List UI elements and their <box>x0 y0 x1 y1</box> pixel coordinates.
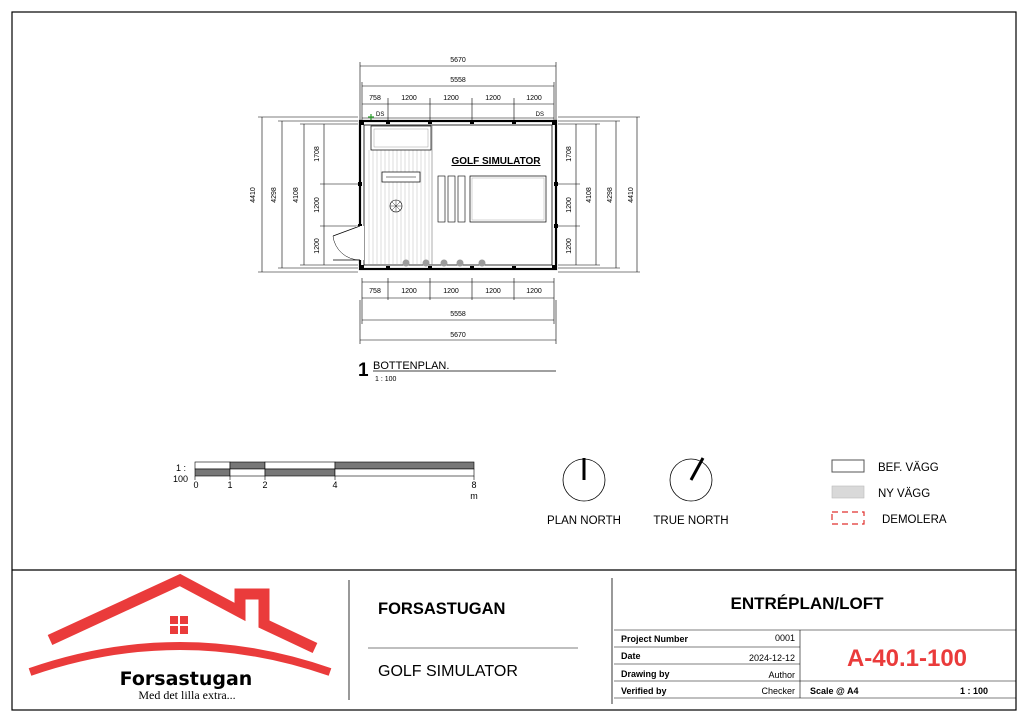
left-dim-inner: 4108 <box>293 187 300 203</box>
view-scale: 1 : 100 <box>375 376 397 383</box>
left-dim-mid: 4298 <box>271 187 278 203</box>
logo-tagline: Med det lilla extra... <box>138 688 236 702</box>
legend-label: DEMOLERA <box>882 514 947 526</box>
row-value: 0001 <box>774 633 795 643</box>
top-dim-seg: 758 <box>369 95 381 102</box>
right-dim-seg: 1200 <box>566 238 573 254</box>
scale-bar <box>173 462 478 501</box>
logo-name: Forsastugan <box>119 668 253 690</box>
top-dim-seg: 1200 <box>443 95 459 102</box>
bottom-dim-inner: 5558 <box>450 311 466 318</box>
project-name: GOLF SIMULATOR <box>378 663 518 680</box>
title-block <box>30 578 1016 704</box>
bottom-dim-seg: 1200 <box>526 288 542 295</box>
sheet-title: ENTRÉPLAN/LOFT <box>730 594 884 613</box>
plan-north-label: PLAN NORTH <box>547 515 621 527</box>
bottom-dim-seg: 758 <box>369 288 381 295</box>
left-dim-seg: 1200 <box>314 238 321 254</box>
ds-label-right: DS <box>535 112 544 118</box>
left-dim-seg: 1708 <box>314 146 321 162</box>
right-dim-seg: 1708 <box>566 146 573 162</box>
wall-legend <box>832 460 947 526</box>
plan-north <box>547 458 621 527</box>
simulator-screen <box>470 176 546 222</box>
row-value: Checker <box>761 686 795 696</box>
bottom-dim-seg: 1200 <box>401 288 417 295</box>
scale-ratio-top: 1 : <box>175 463 186 473</box>
bottom-dim-overall: 5670 <box>450 332 466 339</box>
floor-plan <box>250 57 640 383</box>
scale-tick: 4 <box>332 480 338 490</box>
left-dim-seg: 1200 <box>314 197 321 213</box>
view-number: 1 <box>358 360 369 381</box>
scale-tick: 2 <box>262 480 268 490</box>
legend-label: BEF. VÄGG <box>878 462 939 474</box>
scale-tick: 0 <box>193 480 199 490</box>
scale-label: Scale @ A4 <box>810 686 859 696</box>
golf-balls <box>403 260 486 267</box>
top-dim-seg: 1200 <box>401 95 417 102</box>
room-label: GOLF SIMULATOR <box>451 156 541 167</box>
row-label: Verified by <box>621 686 667 696</box>
row-label: Project Number <box>621 634 689 644</box>
company-logo <box>30 580 330 702</box>
entry-door <box>333 226 364 260</box>
sheet-number: A-40.1-100 <box>846 645 968 672</box>
true-north <box>653 458 728 527</box>
origin-marker <box>368 114 374 120</box>
legend-label: NY VÄGG <box>878 488 931 500</box>
row-label: Drawing by <box>621 669 670 679</box>
ds-label-left: DS <box>376 112 385 118</box>
top-dimensions <box>360 62 556 120</box>
view-title: BOTTENPLAN. <box>373 360 450 372</box>
legend-swatch-existing <box>832 460 864 472</box>
legend-swatch-demolish <box>832 512 864 524</box>
scale-unit: m <box>470 491 478 501</box>
scale-value: 1 : 100 <box>959 686 988 696</box>
scale-tick: 8 <box>471 480 477 490</box>
right-dim-mid: 4298 <box>607 187 614 203</box>
bench-seats <box>438 176 465 222</box>
bottom-dim-seg: 1200 <box>485 288 501 295</box>
top-dim-seg: 1200 <box>485 95 501 102</box>
company-name: FORSASTUGAN <box>378 600 506 618</box>
true-north-label: TRUE NORTH <box>653 515 729 527</box>
scale-tick: 1 <box>227 480 233 490</box>
counter <box>371 126 431 150</box>
right-dim-seg: 1200 <box>566 197 573 213</box>
top-dim-inner: 5558 <box>450 77 466 84</box>
row-label: Date <box>621 651 641 661</box>
top-dim-overall: 5670 <box>450 57 466 64</box>
bottom-dim-seg: 1200 <box>443 288 459 295</box>
right-dim-outer: 4410 <box>628 187 635 203</box>
row-value: 2024-12-12 <box>748 653 795 663</box>
row-value: Author <box>768 670 795 680</box>
top-dim-seg: 1200 <box>526 95 542 102</box>
right-dim-inner: 4108 <box>586 187 593 203</box>
legend-swatch-new <box>832 486 864 498</box>
scale-ratio-bottom: 100 <box>172 474 188 484</box>
left-dim-outer: 4410 <box>250 187 257 203</box>
